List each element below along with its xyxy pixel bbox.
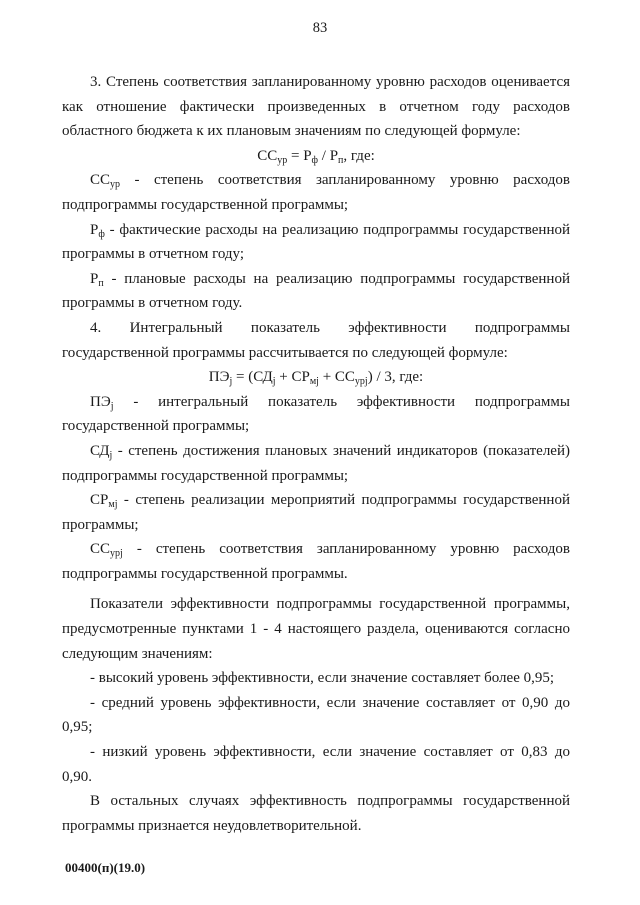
- list-item-low: - низкий уровень эффективности, если значение составляет от 0,83 до 0,90.: [62, 744, 570, 785]
- definition-cc-ur: $СС_{ур}$ - степень соответствия запланированному уровню расходов подпрограммы государственной программы;: [62, 172, 570, 213]
- definition-pe: $ПЭ_j$ - интегральный показатель эффективности подпрограммы государственной программы;: [62, 393, 570, 435]
- list-item-medium: - средний уровень эффективности, если значение составляет от 0,90 до 0,95;: [62, 694, 570, 736]
- definition-sd: $СД_j$ - степень достижения плановых значений индикаторов (показателей) подпрограммы государственной программы;: [62, 442, 570, 484]
- definition-sr: $СР_{мj}$ - степень реализации мероприятий подпрограммы государственной программы;: [62, 492, 570, 533]
- document-body: [62, 70, 570, 838]
- paragraph-4: 4. Интегральный показатель эффективности подпрограммы государственной программы рассчитывается по следующей формуле:: [62, 319, 570, 361]
- paragraph-3: 3. Степень соответствия запланированному уровню расходов оценивается как отношение фактически произведенных в отчетном году расходов областного бюджета к их плановым значениям по следующей формуле:: [62, 74, 570, 140]
- page-number: 83: [312, 20, 328, 36]
- definition-r-f: $Р_ф$ - фактические расходы на реализацию подпрограммы государственной программы в отчетном году;: [62, 221, 570, 263]
- formula-cc: $СС_{ур} = Р_ф / Р_п$, где:: [257, 147, 375, 166]
- paragraph-6: В остальных случаях эффективность подпрограммы государственной программы признается неудовлетворительной.: [62, 793, 570, 834]
- list-item-high: - высокий уровень эффективности, если значение составляет более 0,95;: [90, 670, 555, 687]
- document-code: 00400(п)(19.0): [65, 860, 146, 875]
- definition-cc-urj: $СС_{урj}$ - степень соответствия запланированному уровню расходов подпрограммы государственной программы.: [62, 541, 570, 582]
- definition-r-p: $Р_п$ - плановые расходы на реализацию подпрограммы государственной программы в отчетном году.: [62, 270, 570, 312]
- formula-pe: $ПЭ_j = (СД_j + СР_{мj} + СС_{урj}) / 3$, где:: [208, 369, 424, 388]
- paragraph-5: Показатели эффективности подпрограммы государственной программы, предусмотренные пунктами 1 - 4 настоящего раздела, оцениваются согласно следующим значениям:: [62, 596, 570, 662]
